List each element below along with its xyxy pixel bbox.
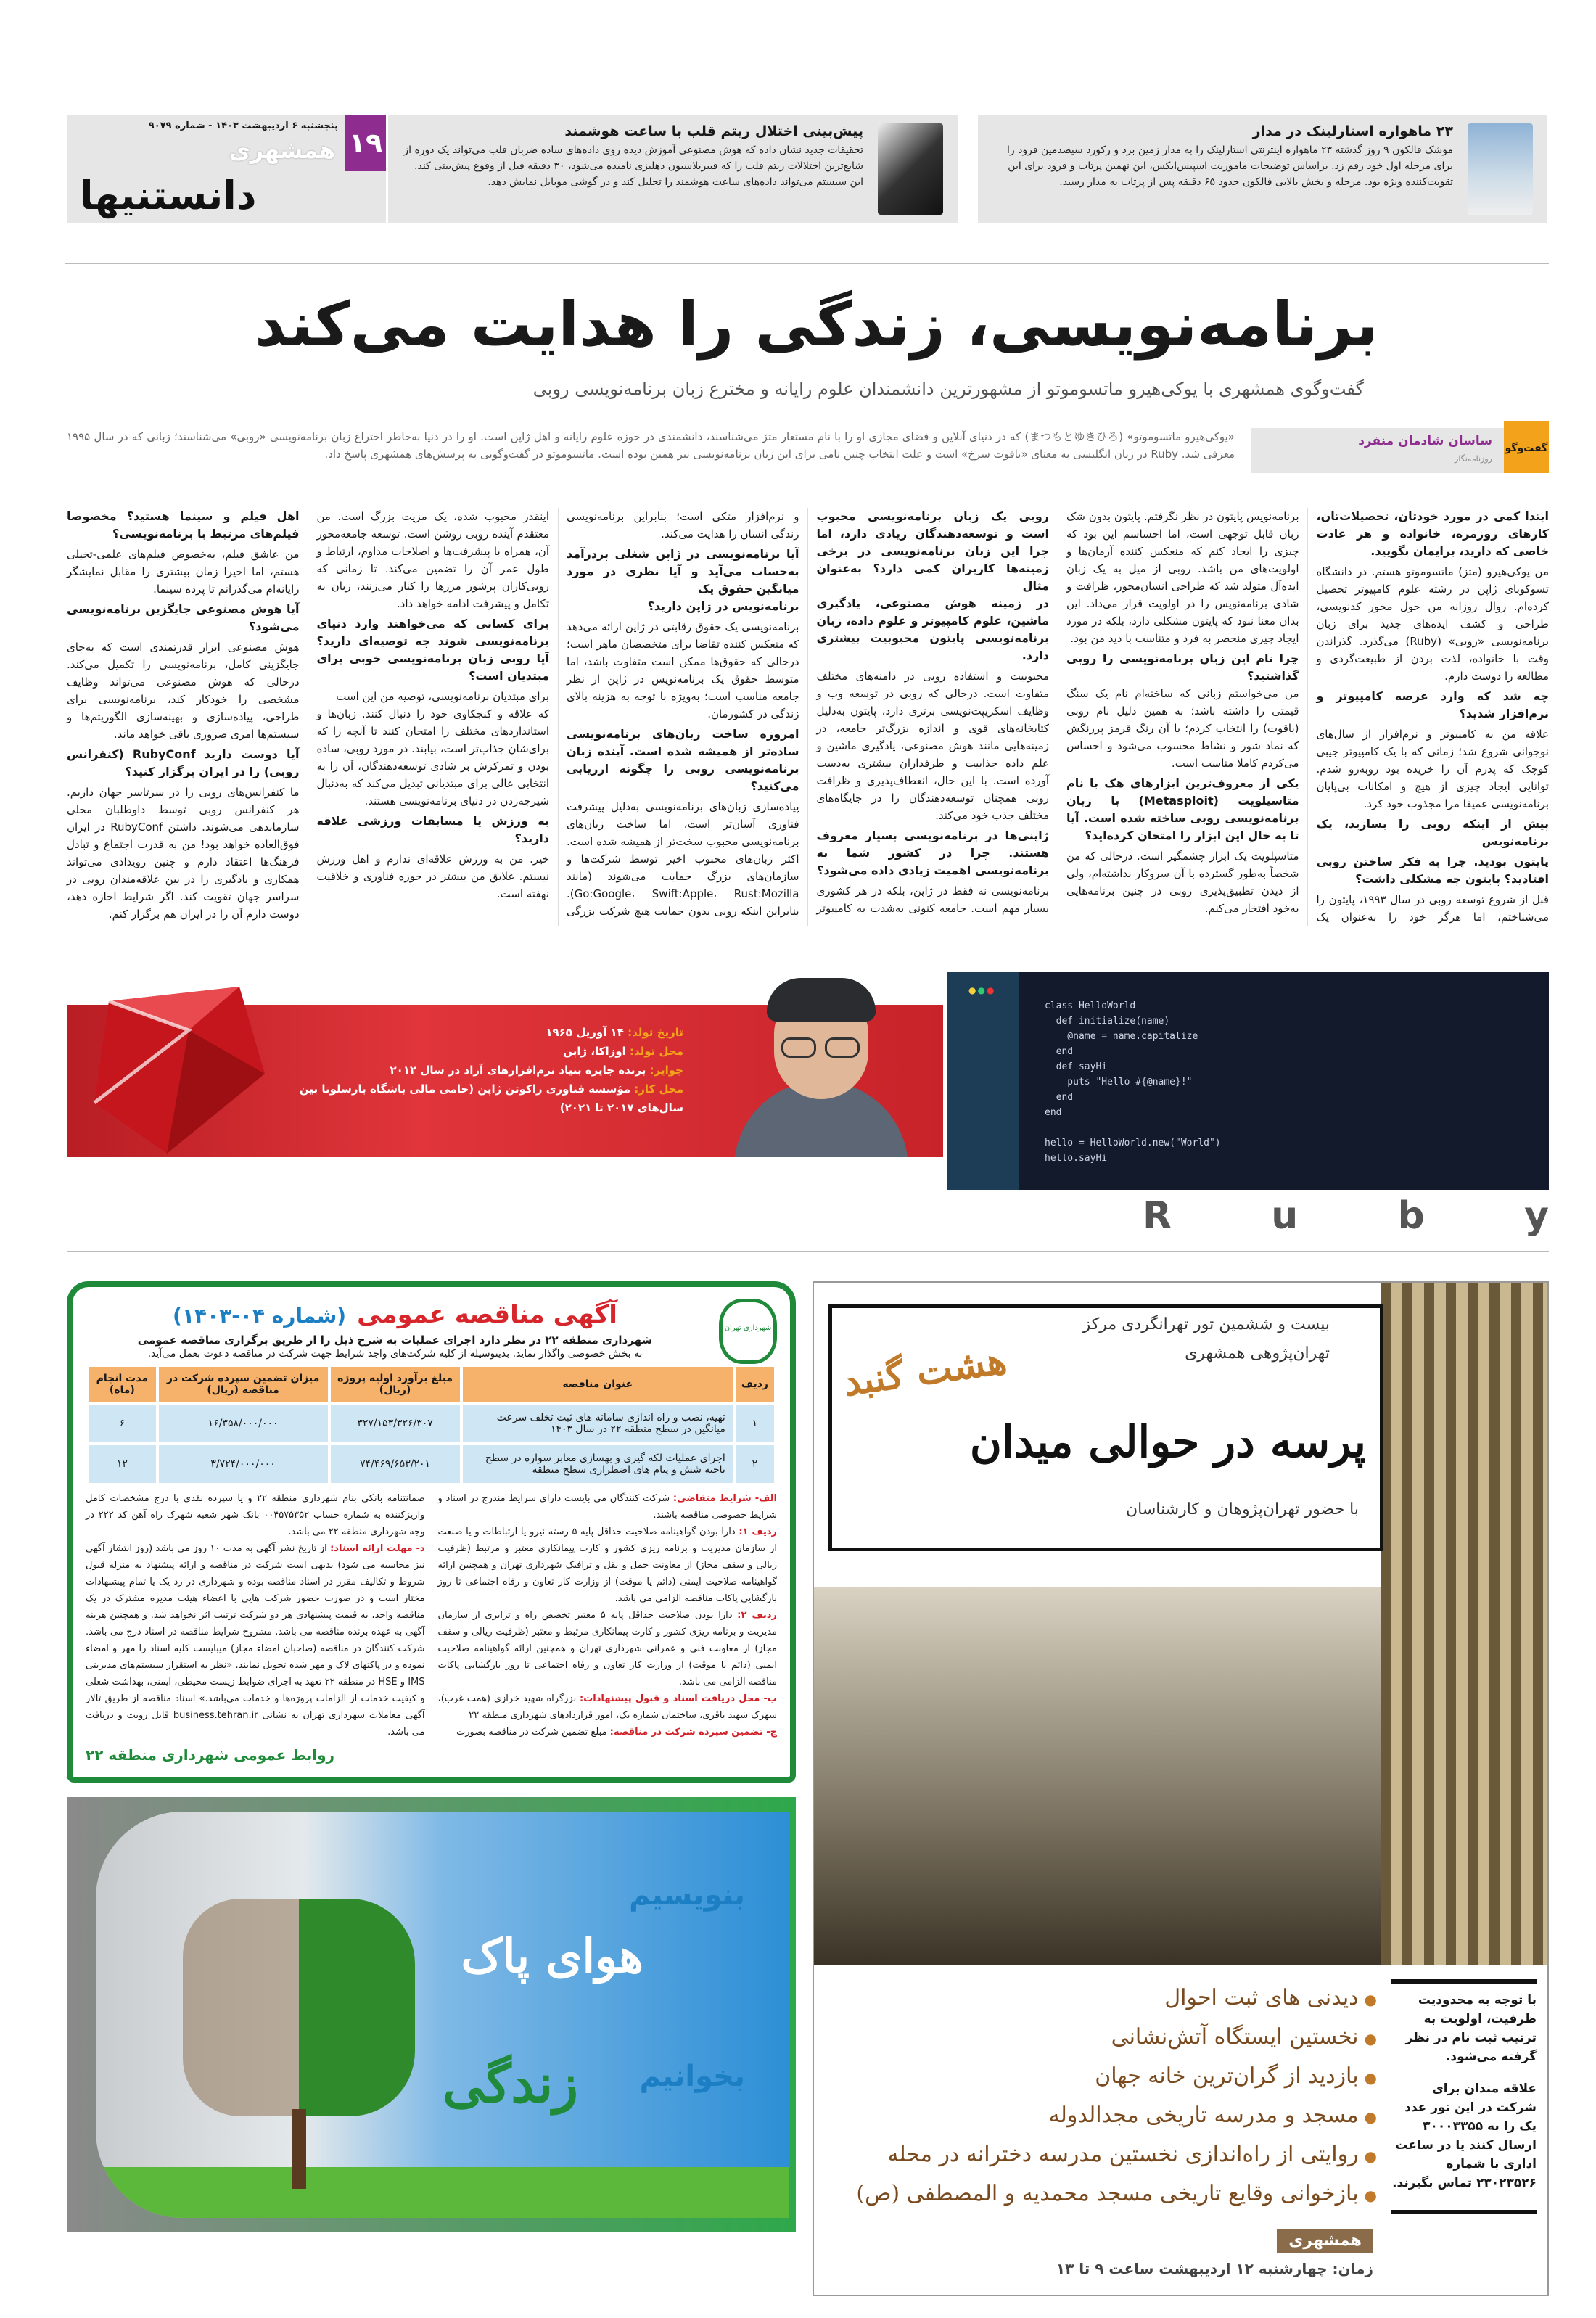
interview-answer: هوش مصنوعی ابزار قدرتمندی است که به‌جای جایگزینی کامل، برنامه‌نویسی را تکمیل می‌کند. درحالی که هوش مصنوعی می‌تواند وظایف مشخصی را خودکار کند، برنامه‌نویسی برای طراحی، پیاده‌سازی و بهینه‌سازی الگوریتم‌ها و سیستم‌ها امری ضروری باقی خواهد ماند. [67, 641, 300, 741]
window-dots-icon: ●●● [968, 985, 996, 995]
code-line: def initialize(name) [1045, 1016, 1170, 1027]
tender-condition [438, 1690, 778, 1724]
tender-condition [438, 1724, 778, 1740]
section-title: دانستنیها [80, 173, 257, 218]
conditions-right [438, 1490, 778, 1740]
divider [67, 1251, 1549, 1252]
tree-head-image-green [299, 1899, 415, 2116]
masthead [67, 115, 386, 223]
table-cell: ۱۶/۳۵۸/۰۰۰/۰۰۰ [159, 1405, 328, 1442]
code-line: puts "Hello #{@name}!" [1045, 1077, 1193, 1088]
interview-question: اهل فیلم و سینما هستید؟ مخصوصا فیلم‌های مرتبط با برنامه‌نویسی؟ [67, 509, 300, 541]
tender-condition [438, 1490, 778, 1524]
condition-label: الف- شرایط متقاضی: [672, 1493, 777, 1504]
code-line: @name = name.capitalize [1045, 1031, 1198, 1042]
matsumoto-photo [712, 972, 930, 1157]
feature-strip [67, 972, 1549, 1190]
table-header: مدت انجام (ماه) [89, 1367, 156, 1402]
code-line: def sayHi [1045, 1061, 1108, 1072]
ads-row [67, 1281, 1549, 2296]
condition-text: بزرگراه شهید خرازی (همت غرب)، شهرک شهید باقری، ساختمان شماره یک، امور قراردادهای شهرداری منطقه ۲۲ [437, 1693, 777, 1721]
article-lead: «یوکی‌هیرو ماتسوموتو» (まつもとゆきひろ) که در دنیای آنلاین و فضای مجازی او را با نام مستعار متز می‌شناسند، دانشمندی در حوزه علوم رایانه و اهل ژاپن است. او را در دنیا به‌خاطر اختراع زبان برنامه‌نویسی «روبی» می‌شناسند؛ زبانی که در سال ۱۹۹۵ معرفی شد. Ruby در زبان انگلیسی به معنای «یاقوت سرخ» است و علت انتخاب چنین نامی برای این زبان برنامه‌نویسی نیز همین بوده است. ماتسوموتو در گفت‌وگویی به پرسش‌های همشهری پاسخ داد. [67, 430, 1235, 461]
interview-question: آیا هوش مصنوعی جایگزین برنامه‌نویسی می‌شود؟ [67, 602, 300, 633]
tour-note-capacity: با توجه به محدودیت ظرفیت، اولویت به ترتیب ثبت نام در نظر گرفته می‌شود. [1405, 1993, 1537, 2064]
table-cell: اجرای عملیات لکه گیری و بهسازی معابر سواره در سطح ناحیه شش و پیام های اضطراری سطح منطقه [463, 1445, 733, 1483]
bio-fact [277, 1042, 683, 1061]
tender-footer: روابط عمومی شهرداری منطقه ۲۲ [86, 1746, 335, 1764]
byline-tag: گفت‌وگو [1504, 421, 1549, 473]
bio-label: محل تولد: [629, 1045, 683, 1058]
tour-item: ● مسجد و مدرسه تاریخی مجدالدوله [825, 2097, 1377, 2136]
table-cell: ۳۲۷/۱۵۳/۳۲۶/۳۰۷ [331, 1405, 460, 1442]
ruby-letter: y [1524, 1194, 1549, 1238]
clean-air-ad [67, 1797, 796, 2232]
date-line: پنجشنبه ۶ اردیبهشت ۱۴۰۳ - شماره ۹۰۷۹ [148, 120, 338, 131]
interview-question: پیش از اینکه روبی را بسازید، یک برنامه‌نویس [1316, 817, 1549, 848]
page-number: ۱۹ [345, 115, 386, 171]
interview-answer: من عاشق فیلم، به‌خصوص فیلم‌های علمی-تخیلی هستم، اما اخیرا زمان بیشتری را مقابل نمایشگر رایانه‌ام می‌گذرانم تا پرده سینما. [67, 548, 300, 596]
table-cell: ۳/۷۲۴/۰۰۰/۰۰۰ [159, 1445, 328, 1483]
bio-facts [277, 1023, 683, 1117]
bio-value: ۱۴ آوریل ۱۹۶۵ [546, 1026, 624, 1039]
news-brief-heart [388, 115, 958, 223]
interview-answer: پیاده‌سازی زبان‌های برنامه‌نویسی به‌دلیل پیشرفت فناوری آسان‌تر است، اما ساخت زبان‌های برنامه‌نویسی محبوب سخت‌تر از همیشه شده است. اکثر زبان‌های محبوب اخیر توسط شرکت‌ها و سازمان‌های بزرگ حمایت می‌شوند (مانند Go:Google، Swift:Apple، Rust:Mozilla). بنابراین اینکه روبی بدون حمایت هیچ شرکت بزرگی اینقدر محبوب شده، یک مزیت بزرگ است. من معتقدم آینده روبی روشن است. توسعه جامعه‌محور آن، همراه با پیشرفت‌ها و اصلاحات مداوم، ارتباط و طول عمر آن را تضمین می‌کند. تا زمانی که روبی‌کاران پرشور مرزها را کنار می‌زنند، زبان به تکامل و پیشرفت ادامه خواهد داد. [316, 510, 799, 918]
interview-question: برنامه‌نویس در ژاپن دارید؟ [647, 599, 799, 613]
ruby-wordmark [1143, 1194, 1549, 1241]
ruby-letter: R [1143, 1194, 1172, 1238]
tour-poster [813, 1281, 1549, 2296]
news-title: پیش‌بینی اختلال ریتم قلب با ساعت هوشمند [564, 123, 863, 139]
interview-question: برای کسانی که می‌خواهند وارد دنیای برنامه‌نویسی شوند چه توصیه‌ای دارید؟ آیا روبی زبان برنامه‌نویسی خوبی برای مبتدیان است؟ [316, 617, 549, 683]
table-row [89, 1445, 774, 1483]
newspaper-logo: همشهری [229, 136, 335, 164]
interview-question: پایتون بودید. چرا به فکر ساختن روبی افتادید؟ پایتون چه مشکلی داشت؟ [1316, 855, 1549, 886]
tour-items [825, 1979, 1377, 2214]
news-body: موشک فالکون ۹ روز گذشته ۲۳ ماهواره اینترنتی استارلینک را به مدار زمین برد و رکورد سیصدمین فرود را برای مرحله اول خود رقم زد. براساس توضیحات ماموریت اسپیس‌ایکس، این نهمین پرتاب و فرود برای این تقویت‌کننده ویژه بود. مرحله و بخش بالایی فالکون حدود ۶۵ دقیقه پس از پرتاب به مدار رسید. [1007, 144, 1453, 188]
tender-intro-2: به بخش خصوصی واگذار نماید. بدینوسیله از کلیه شرکت‌های واجد شرایط جهت شرکت در مناقصه دعوت بعمل می‌آید. [147, 1348, 643, 1360]
table-cell: ۲ [736, 1445, 774, 1483]
building-photo [1381, 1283, 1547, 1965]
bio-label: محل کار: [634, 1082, 683, 1096]
news-brief-starlink [978, 115, 1547, 223]
tender-intro: شهرداری منطقه ۲۲ در نظر دارد اجرای عملیات به شرح ذیل را از طریق برگزاری مناقصه عمومی [137, 1333, 653, 1347]
hamshahri-logo: همشهری [1277, 2229, 1373, 2253]
bio-value: برنده جایزه بنیاد نرم‌افزارهای آزاد در سال ۲۰۱۲ [390, 1064, 646, 1077]
condition-label: ج- تضمین سپرده شرکت در مناقصه: [609, 1727, 777, 1738]
lower-section [67, 972, 1549, 2296]
code-line: end [1045, 1107, 1062, 1118]
author-role: روزنامه‌نگار [1455, 454, 1492, 464]
interview-answer: محبوبیت و استفاده روبی در دامنه‌های مختلف متفاوت است. درحالی که روبی در توسعه وب و وظایف اسکریپت‌نویسی برتری دارد، پایتون به‌دلیل کتابخانه‌های قوی و اندازه بزرگ‌تر جامعه، در زمینه‌هایی مانند هوش مصنوعی، یادگیری ماشین و علم داده جذابیت و طرفداران بیشتری به‌دست آورده است. با این حال، انعطاف‌پذیری و ظرافت روبی همچنان توسعه‌دهندگان را در جایگاه‌های مختلف جذب خود می‌کند. [816, 670, 1049, 822]
code-line: end [1045, 1046, 1074, 1057]
interview-question: روبی یک زبان برنامه‌نویسی محبوب است و توسعه‌دهندگان زیادی دارد، اما چرا این زبان برنامه‌نویسی در برخی زمینه‌ها کاربران کمی دارد؟ به‌عنوان مثال [816, 509, 1049, 593]
ad-text: هوای پاک [461, 1929, 643, 1984]
interview-answer: برای مبتدیان برنامه‌نویسی، توصیه من این است [336, 690, 549, 703]
bio-label: تاریخ تولد: [628, 1026, 683, 1039]
ruby-letter: u [1271, 1194, 1299, 1238]
interview-question: امروزه ساخت زبان‌های برنامه‌نویسی ساده‌تر از همیشه شده است. آینده زبان برنامه‌نویسی روبی را چگونه ارزیابی می‌کنید؟ [567, 727, 799, 793]
tender-condition [438, 1524, 778, 1607]
table-header: عنوان مناقصه [463, 1367, 733, 1402]
condition-text: از تاریخ نشر آگهی به مدت ۱۰ روز می باشد (روز انتشار آگهی نیز محاسبه می شود) بدیهی است شرکت در مناقصه و ارائه پیشنهاد به منزله قبول شروط و تکالیف مقرر در اسناد مناقصه بوده و شهرداری در رد یک یا تمام پیشنهادات مختار است و در صورت حضور شرکت هایی با اعضاء هیئت مدیره مشترک در یک مناقصه واحد، به قیمت پیشنهادی هر دو شرکت ترتیب اثر نخواهد شد. و همچنین هزینه آگهی به عهده برنده مناقصه می باشد. مشروح شرایط مناقصه در اسناد درج می باشد. شرکت کنندگان در مناقصه (صاحبان امضاء مجاز) میبایست کلیه اسناد را مهر و امضاء نموده و در پاکتهای لاک و مهر شده تحویل نمایند. «نظر به استقرار سیستم‌های مدیریتی IMS و HSE در منطقه ۲۲ تعهد به اجرای ضوابط زیست محیطی، ایمنی، بهداشت شغلی و کیفیت خدمات از الزامات پروژه‌ها و خدمات می‌باشد.» اسناد مناقصه از طریق تالار آگهی معاملات شهرداری تهران به نشانی business.tehran.ir قابل رویت و دریافت می باشد. [86, 1543, 425, 1738]
tour-time: زمان: چهارشنبه ۱۲ اردیبهشت ساعت ۹ تا ۱۳ [1056, 2260, 1373, 2277]
interview-answer: قبل از شروع توسعه روبی در سال ۱۹۹۳، پایتون را می‌شناختم، اما هرگز خود را به‌عنوان یک برنامه‌نویس پایتون در نظر نگرفتم. پایتون بدون شک زبان قابل توجهی است، اما احساسم این بود که چیزی را ایجاد کنم که منعکس کننده آرمان‌ها و اولویت‌های من باشد. روبی از میل به یک زبان ایده‌آل متولد شد که طراحی انسان‌محور، ظرافت و شادی برنامه‌نویس را در اولویت قرار می‌داد. این بدان معنا نبود که پایتون مشکلی دارد، بلکه در مورد ایجاد چیزی منحصر به فرد و متناسب با دید من بود. [1066, 510, 1550, 924]
interview-question: آیا دوست دارید RubyConf (کنفرانس روبی) را در ایران برگزار کنید؟ [67, 747, 300, 778]
table-cell: تهیه، نصب و راه اندازی سامانه های ثبت تخلف سرعت میانگین در سطح منطقه ۲۲ در سال ۱۴۰۳ [463, 1405, 733, 1442]
interview-question: ابتدا کمی در مورد خودتان، تحصیلات‌تان، کارهای روزمره، خانواده و هر عادت خاصی که دارید، برایمان بگویید. [1316, 509, 1549, 558]
interview-question: چرا نام این زبان برنامه‌نویسی را روبی گذاشتید؟ [1066, 652, 1299, 683]
table-cell: ۱ [736, 1405, 774, 1442]
ad-text: بنویسیم [629, 1878, 745, 1912]
tour-presence: با حضور تهران‌پژوهان و کارشناسان [1126, 1500, 1359, 1518]
condition-text: شرکت کنندگان می بایست دارای شرایط مندرج در اسناد و شرایط خصوصی مناقصه باشند. [437, 1493, 777, 1521]
headline: برنامه‌نویسی، زندگی را هدایت می‌کند [255, 289, 1378, 360]
article-body [67, 508, 1549, 926]
tour-footer [814, 2229, 1547, 2295]
table-cell: ۶ [89, 1405, 156, 1442]
code-line: end [1045, 1092, 1074, 1103]
interview-answer: ما کنفرانس‌های روبی را در سرتاسر جهان داریم. هر کنفرانس روبی توسط داوطلبان محلی سازماندهی می‌شوند. داشتن RubyConf در ایران فوق‌العاده خواهد بود! من به قدرت اجتماع و تبادل فرهنگ‌ها اعتقاد دارم و چنین رویدادی می‌تواند همکاری و یادگیری را در بین علاقه‌مندان روبی در سراسر جهان تقویت کند. اگر شرایط اجازه دهد، دوست دارم آن را در ایران هم برگزار کنم. [67, 786, 300, 921]
tree-head-image [183, 1899, 299, 2116]
ads-left-stack [67, 1281, 796, 2232]
condition-text: مبلغ تضمین شرکت در مناقصه بصورت [456, 1727, 610, 1738]
interview-answer: برنامه‌نویسی نه فقط در ژاپن، بلکه در هر کشوری بسیار مهم است. جامعه کنونی به‌شدت به کامپیوتر و نرم‌افزار متکی است؛ بنابراین برنامه‌نویسی زندگی انسان را هدایت می‌کند. [567, 510, 1049, 915]
bio-fact [277, 1023, 683, 1042]
table-row [89, 1405, 774, 1442]
tour-item: ● دیدنی های ثبت احوال [825, 1979, 1377, 2018]
interview-question: به ورزش یا مسابقات ورزشی علاقه دارید؟ [316, 814, 549, 845]
interview-question: آیا برنامه‌نویسی در ژاپن شغلی پردرآمد به‌حساب می‌آید و آیا نظری در مورد میانگین حقوق یک [567, 547, 799, 596]
tour-title-accent: هشت گنبد [840, 1338, 1010, 1405]
subtitle: گفت‌وگوی همشهری با یوکی‌هیرو ماتسوموتو از مشهورترین دانشمندان علوم رایانه و مخترع زبان برنامه‌نویسی روبی [532, 379, 1364, 399]
rocket-image [1468, 123, 1533, 215]
tour-note-register: علاقه مندان برای شرکت در این تور عدد یک را به ۳۰۰۰۳۳۵۵ ارسال کنند یا در ساعت اداری با شماره ۲۳۰۲۳۵۲۶ تماس بگیرند. [1392, 2081, 1537, 2190]
interview-answer: که علاقه و کنجکاوی خود را دنبال کنند. زبان‌ها و استانداردهای مختلف را امتحان کنند تا آنچه را که برای‌شان جذاب‌تر است، بیابند. در مورد روبی، ساده بودن و تمرکزش بر شادی توسعه‌دهندگان، آن را به انتخابی عالی برای مبتدیانی تبدیل می‌کند که به‌دنبال شیرجه‌زدن در دنیای برنامه‌نویسی هستند. [316, 707, 549, 807]
condition-text: دارا بودن گواهینامه صلاحیت حداقل پایه ۵ رسته نیرو یا ارتباطات و یا صنعت از سازمان مدیریت و برنامه ریزی کشور و کارت پیمانکاری معتبر و مرتبط (ظرفیت ریالی و سقف مجاز) از معاونت حمل و نقل و ترافیک شهرداری تهران و همچنین ارائه گواهینامه صلاحیت ایمنی (دائم یا موقت) از وزارت کار تعاون و رفاه اجتماعی تا روز بازگشایی پاکات مناقصه الزامی می باشد. [437, 1526, 777, 1604]
tour-item: ● بازدید از گران‌ترین خانه جهان [825, 2058, 1377, 2097]
tender-condition [86, 1540, 425, 1740]
interview-answer: متاسپلویت یک ابزار چشمگیر است. درحالی که من شخصاً به‌طور گسترده با آن سروکار نداشته‌ام، ولی از دیدن تطبیق‌پذیری روبی در چنین برنامه‌هایی به‌خود افتخار می‌کنم. [1066, 850, 1299, 915]
interview-question: یکی از معروف‌ترین ابزارهای هک با نام متاسپلویت (Metasploit) با زبان برنامه‌نویسی روبی ساخته شده است. آیا تا به حال این ابزار را امتحان کرده‌اید؟ [1066, 776, 1299, 842]
interview-answer: خیر. من به ورزش علاقه‌ای ندارم و اهل ورزش نیستم. علایق من بیشتر در حوزه فناوری و خلاقیت نهفته است. [316, 852, 549, 900]
tour-title: پرسه در حوالی میدان [969, 1417, 1366, 1468]
article-column [1317, 508, 1550, 850]
bio-value: مؤسسه فناوری راکوتن ژاپن (حامی مالی باشگاه بارسلونا بین سال‌های ۲۰۱۷ تا ۲۰۲۱) [299, 1082, 683, 1114]
code-editor [947, 972, 1549, 1190]
condition-label: ردیف ۱: [739, 1526, 778, 1537]
table-header: ردیف [736, 1367, 774, 1402]
ruby-gem-icon [80, 987, 268, 1154]
code-line [1045, 1120, 1221, 1135]
table-cell: ۱۲ [89, 1445, 156, 1483]
tour-details [814, 1965, 1547, 2229]
municipality-logo: شهرداری تهران [719, 1299, 777, 1364]
ad-text: زندگی [443, 2052, 578, 2114]
code-line: hello = HelloWorld.new("World") [1045, 1138, 1221, 1148]
divider [65, 263, 1549, 264]
code-line: class HelloWorld [1045, 1000, 1136, 1011]
condition-text: دارا بودن صلاحیت حداقل پایه ۵ معتبر تخصص راه و ترابری از سازمان مدیریت و برنامه ریزی کشور و کارت پیمانکاری مرتبط و معتبر (ظرفیت ریالی و سقف مجاز) از معاونت فنی و عمرانی شهرداری تهران و همچنین ارائه گواهینامه صلاحیت ایمنی (دائم یا موقت) از وزارت کار تعاون و رفاه اجتماعی تا روز بازگشایی پاکات مناقصه الزامی می باشد. [437, 1610, 777, 1688]
interview-answer: من می‌خواستم زبانی که ساخته‌ام نام یک سنگ قیمتی را داشته باشد؛ به همین دلیل نام روبی (یاقوت) را انتخاب کردم؛ با آن رنگ قرمز پررنگش که نماد شور و نشاط محسوب می‌شود و احساس می‌کردم کاملا مناسب است. [1066, 687, 1299, 770]
interview-question: در زمینه هوش مصنوعی، یادگیری ماشین، علوم کامپیوتر و علوم داده، زبان برنامه‌نویسی پایتون محبوبیت بیشتری دارد. [816, 596, 1049, 662]
tour-kicker-2: تهران‌پژوهی همشهری [1185, 1344, 1330, 1363]
bio-fact [277, 1061, 683, 1080]
smartwatch-image [878, 123, 943, 215]
interview-question: چه شد که وارد عرصه کامپیوتر و نرم‌افزار شدید؟ [1316, 689, 1549, 720]
table-cell: ۷۴/۴۶۹/۶۵۳/۲۰۱ [331, 1445, 460, 1483]
ruby-letter: b [1397, 1194, 1425, 1238]
tender-number: (شماره ۰۴-۱۴۰۳) [173, 1304, 347, 1328]
byline [1251, 428, 1549, 473]
tender-ad [67, 1281, 796, 1783]
news-body: تحقیقات جدید نشان داده که هوش مصنوعی آموزش دیده روی داده‌های ساده ضربان قلب می‌تواند یک دوره از شایع‌ترین اختلالات ریتم قلب را که فیبریلاسیون دهلیزی نامیده می‌شود، ۳۰ دقیقه قبل از وقوع پیش‌بینی کند. این سیستم می‌تواند داده‌های ساعت هوشمند را تحلیل کند و در گوشی موبایل نمایش دهد. [403, 144, 863, 188]
interview-answer: من یوکی‌هیرو (متز) ماتسوموتو هستم. در دانشگاه تسوکوبای ژاپن در رشته علوم کامپیوتر تحصیل کرده‌ام. روال روزانه من حول محور کدنویسی، طراحی و کشف ایده‌های جدید برای زبان برنامه‌نویسی «روبی» (Ruby) می‌گذرد. گذراندن وقت با خانواده، لذت بردن از طبیعت‌گردی و مطالعه را دوست دارم. [1316, 565, 1549, 683]
ad-text: بخوانیم [639, 2060, 745, 2093]
tender-table [86, 1364, 777, 1486]
code-line: hello.sayHi [1045, 1153, 1108, 1164]
condition-label: ردیف ۲: [737, 1610, 777, 1621]
tender-condition [86, 1490, 425, 1540]
bio-label: جوایز: [649, 1064, 683, 1077]
tour-kicker: بیست و ششمین تور تهرانگردی مرکز [1082, 1315, 1330, 1333]
bio-value: اوزاکا، ژاپن [563, 1045, 626, 1058]
interview-answer: برنامه‌نویسی یک حقوق رقابتی در ژاپن ارائه می‌دهد که منعکس کننده تقاضا برای متخصصان ماهر است؛ درحالی که حقوق‌ها ممکن است متفاوت باشد، اما متوسط حقوق یک برنامه‌نویس در ژاپن از نظر جامعه مناسب است؛ به‌ویژه با توجه به هزینه بالای زندگی در کشورمان. [567, 620, 799, 720]
tour-item: ● روایتی از راه‌اندازی نخستین مدرسه دخترانه در محله [825, 2136, 1377, 2175]
tour-item: ● نخستین ایستگاه آتش‌نشانی [825, 2018, 1377, 2058]
interview-answer: علاقه من به کامپیوتر و نرم‌افزار از سال‌های نوجوانی شروع شد؛ زمانی که با یک کامپیوتر جیبی کوچک که پدرم آن را خریده بود روبه‌رو شدم. توانایی ایجاد چیزی از هیچ و امکانات بی‌پایان برنامه‌نویسی عمیقا مرا مجذوب خود کرد. [1316, 728, 1549, 810]
author-name: ساسان شادمان منفرد [1358, 434, 1492, 448]
condition-text: ضمانتنامه بانکی بنام شهرداری منطقه ۲۲ و یا سپرده نقدی با درج مشخصات کامل واریزکننده به شماره حساب ۰۰۴۵۷۵۳۵۲ بانک شهر شعبه شهرک راه آهن کد ۲۲۲ در وجه شهرداری منطقه ۲۲ می باشد. [86, 1493, 425, 1537]
table-header: مبلغ برآورد اولیه پروژه (ریال) [331, 1367, 460, 1402]
table-header: میزان تضمین سپرده شرکت در مناقصه (ریال) [159, 1367, 328, 1402]
interview-question: ژاپنی‌ها در برنامه‌نویسی بسیار معروف هستند. چرا در کشور شما به برنامه‌نویسی اهمیت زیادی داده می‌شود؟ [816, 829, 1049, 877]
tour-item: ● بازخوانی وقایع تاریخی مسجد محمدیه و المصطفی (ص) [825, 2175, 1377, 2214]
ruby-code [1045, 998, 1221, 1166]
condition-label: ب- محل دریافت اسناد و قبول پیشنهادات: [580, 1693, 777, 1704]
tour-note [1391, 1979, 1537, 2214]
tender-title: آگهی مناقصه عمومی [357, 1300, 617, 1329]
bio-fact [277, 1080, 683, 1117]
conditions-left [86, 1490, 425, 1740]
tender-condition [438, 1607, 778, 1690]
news-title: ۲۳ ماهواره استارلینک در مدار [1252, 123, 1453, 139]
condition-label: د- مهلت ارائه اسناد: [330, 1543, 425, 1554]
